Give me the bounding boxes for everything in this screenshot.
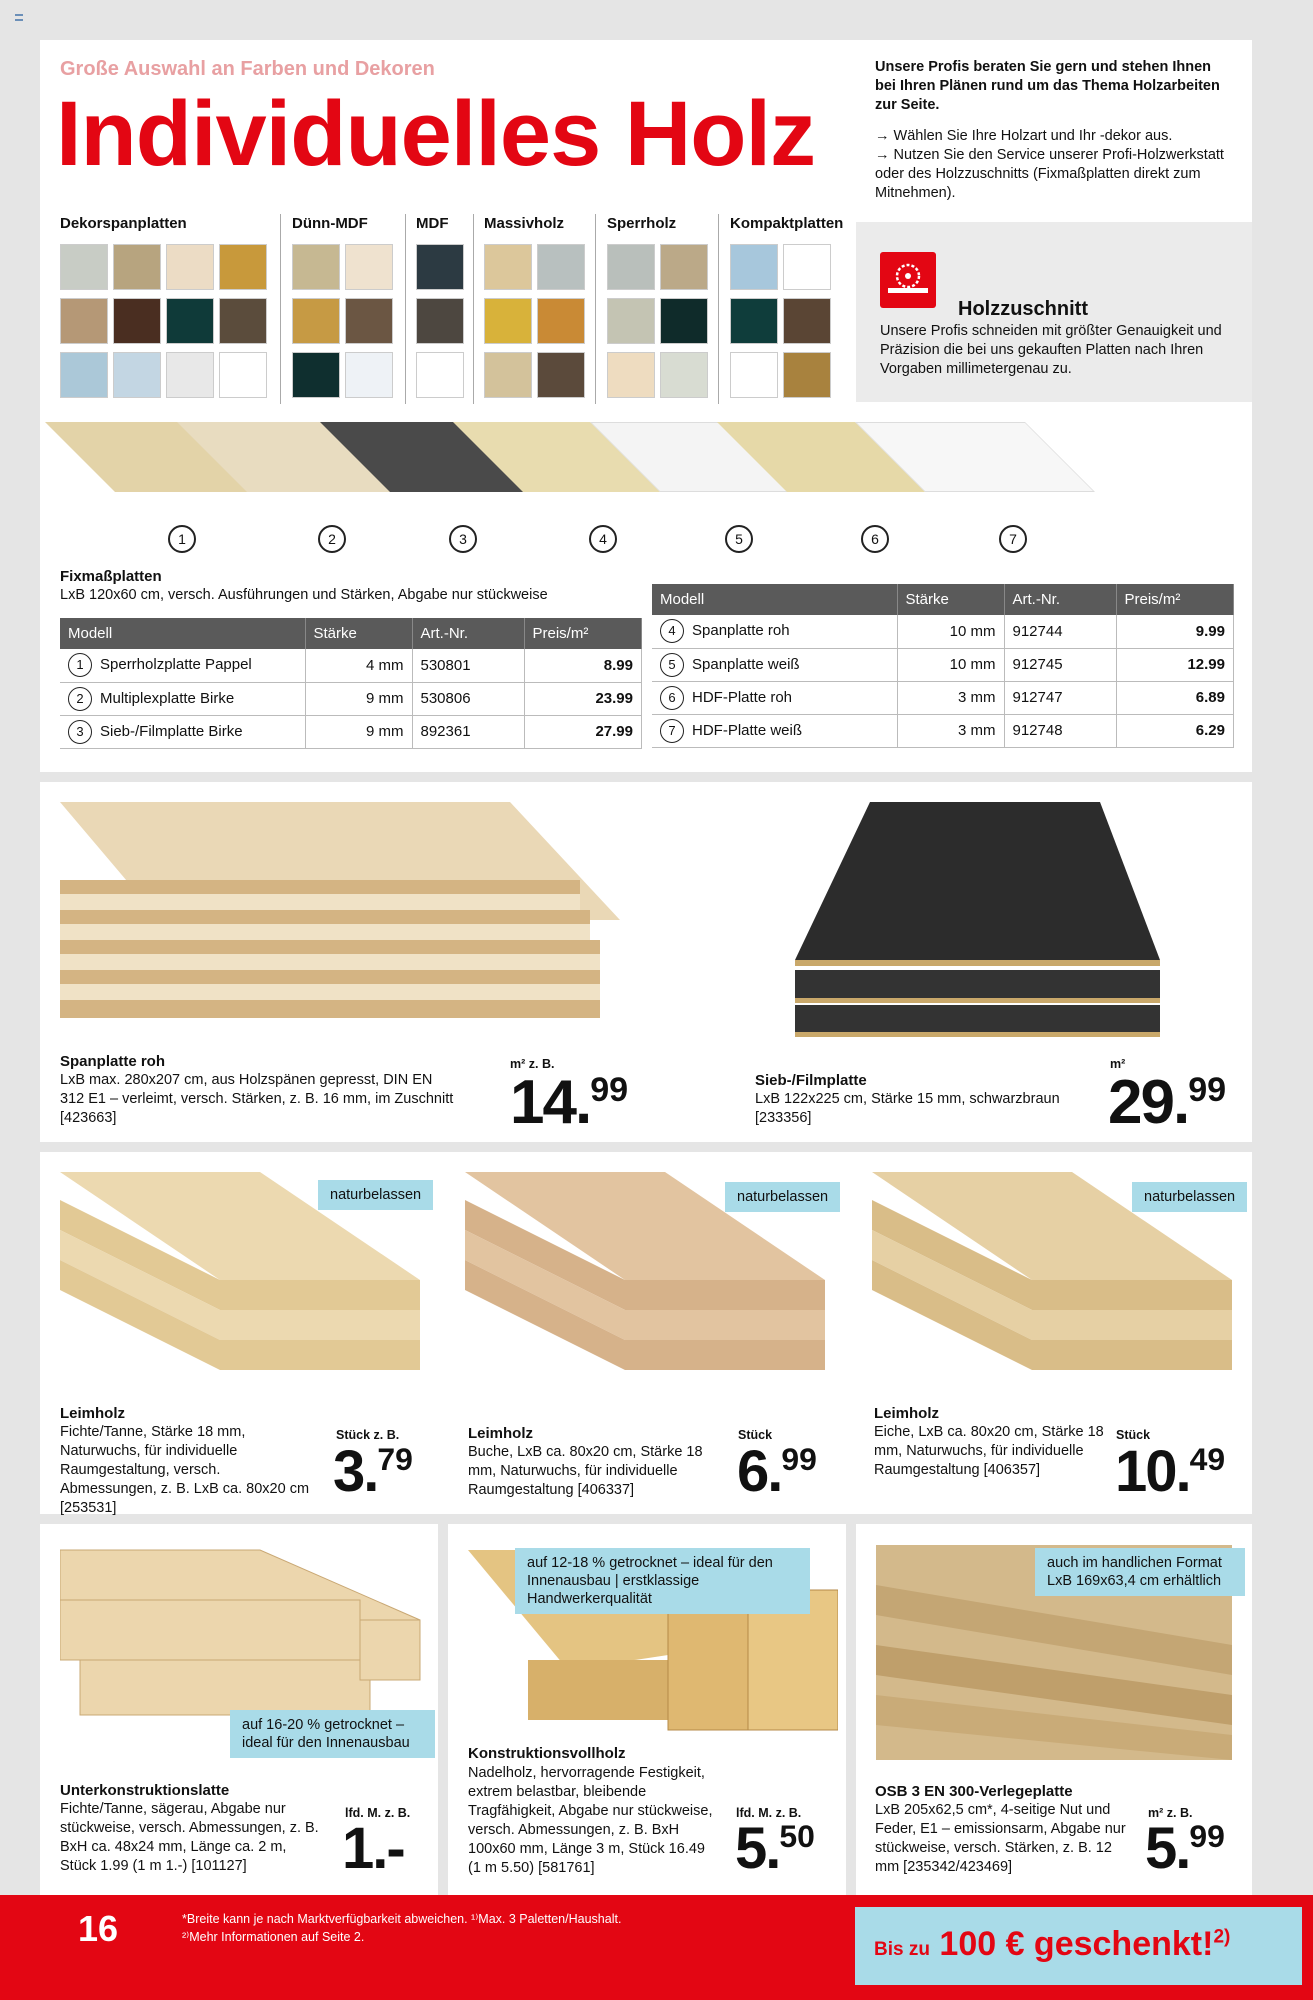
- category-duenn-mdf: Dünn-MDF: [292, 215, 368, 232]
- footnote: ²⁾Mehr Informationen auf Seite 2.: [182, 1930, 365, 1944]
- row-number: 2: [68, 687, 92, 711]
- product-price: [1108, 1068, 1227, 1137]
- naturbelassen-badge: naturbelassen: [318, 1180, 433, 1210]
- model-cell: [652, 615, 897, 648]
- category-massivholz: Massivholz: [484, 215, 565, 232]
- preis-cell: 27.99: [524, 715, 642, 748]
- artnr-cell: 912748: [1004, 714, 1116, 747]
- product-price: [342, 1816, 404, 1881]
- staerke-cell: 3 mm: [897, 714, 1004, 747]
- decor-swatch[interactable]: [166, 298, 214, 344]
- promo-prefix: Bis zu: [874, 1939, 930, 1960]
- staerke-cell: 9 mm: [305, 682, 412, 715]
- model-cell: [60, 682, 305, 715]
- product-description: Nadelholz, hervorragende Festigkeit, extrem belastbar, bleibende Tragfähigkeit, Abgabe nur stückweise, versch. Abmessungen, z. B. BxH 100x60 mm, Länge 3 m, Stück 16.49 (1 m 5.50) [581761]: [468, 1765, 713, 1876]
- product-description: LxB max. 280x207 cm, aus Holzspänen gepresst, DIN EN 312 E1 – verleimt, versch. Stärken, z. B. 16 mm, im Zuschnitt [423663]: [60, 1072, 454, 1126]
- price-cents: 49: [1189, 1440, 1226, 1477]
- fixmass-subtitle: LxB 120x60 cm, versch. Ausführungen und Stärken, Abgabe nur stückweise: [60, 587, 548, 603]
- decor-swatch[interactable]: [537, 298, 585, 344]
- decor-swatch[interactable]: [660, 352, 708, 398]
- model-cell: [60, 715, 305, 748]
- product-description: LxB 205x62,5 cm*, 4-seitige Nut und Feder, E1 – emissionsarm, Abgabe nur stückweise, versch. Stärken, z. B. 12 mm [235342/423469]: [875, 1802, 1126, 1875]
- price-main: 14.: [510, 1068, 591, 1137]
- decor-swatch[interactable]: [537, 244, 585, 290]
- preis-cell: 6.89: [1116, 681, 1234, 714]
- decor-swatch[interactable]: [607, 298, 655, 344]
- model-name: HDF-Platte weiß: [692, 721, 803, 739]
- saw-icon: [880, 252, 936, 308]
- decor-swatch[interactable]: [292, 298, 340, 344]
- preis-cell: 9.99: [1116, 615, 1234, 648]
- row-number: 1: [68, 653, 92, 677]
- naturbelassen-badge: naturbelassen: [1132, 1182, 1247, 1212]
- product-price: [737, 1439, 817, 1504]
- product-title: Spanplatte roh: [60, 1053, 166, 1070]
- fixmass-table-right: [652, 584, 1234, 748]
- preis-cell: 6.29: [1116, 714, 1234, 747]
- model-cell: [652, 648, 897, 681]
- decor-swatch[interactable]: [166, 244, 214, 290]
- decor-swatch[interactable]: [730, 244, 778, 290]
- holzzuschnitt-title: Holzzuschnitt: [958, 298, 1088, 320]
- category-mdf: MDF: [416, 215, 449, 232]
- artnr-cell: 530806: [412, 682, 524, 715]
- row-number: 4: [660, 619, 684, 643]
- decor-swatch[interactable]: [730, 298, 778, 344]
- decor-swatch[interactable]: [219, 244, 267, 290]
- decor-swatch[interactable]: [60, 352, 108, 398]
- board-number: 6: [861, 525, 889, 553]
- decor-swatch[interactable]: [783, 352, 831, 398]
- divider: [473, 214, 474, 404]
- artnr-cell: 912745: [1004, 648, 1116, 681]
- price-cents: 50: [779, 1817, 815, 1854]
- decor-swatch[interactable]: [219, 352, 267, 398]
- price-cents: 99: [781, 1440, 817, 1477]
- product-description: Eiche, LxB ca. 80x20 cm, Stärke 18 mm, Naturwuchs, für individuelle Raumgestaltung [406357]: [874, 1424, 1104, 1478]
- category-sperrholz: Sperrholz: [607, 215, 677, 232]
- artnr-cell: 912747: [1004, 681, 1116, 714]
- price-main: 10.: [1115, 1439, 1190, 1504]
- intro-bullet: → Nutzen Sie den Service unserer Profi-Holzwerkstatt oder des Holzzuschnitts (Fixmaßplatten direkt zum Mitnehmen).: [875, 147, 1224, 201]
- decor-swatch[interactable]: [60, 244, 108, 290]
- decor-swatch[interactable]: [607, 352, 655, 398]
- board-number: 2: [318, 525, 346, 553]
- row-number: 7: [660, 719, 684, 743]
- product-description: Fichte/Tanne, Stärke 18 mm, Naturwuchs, für individuelle Raumgestaltung, versch. Abmessungen, z. B. LxB ca. 80x20 cm [253531]: [60, 1424, 310, 1516]
- price-unit: Stück: [738, 1428, 773, 1442]
- decor-swatch[interactable]: [113, 244, 161, 290]
- staerke-cell: 10 mm: [897, 615, 1004, 648]
- board-number: 3: [449, 525, 477, 553]
- intro-bullet: → Wählen Sie Ihre Holzart und Ihr -dekor aus.: [875, 128, 1173, 144]
- model-name: Multiplexplatte Birke: [100, 689, 235, 707]
- product-price: [510, 1068, 629, 1137]
- dried-badge: auf 16-20 % getrocknet – ideal für den Innenausbau: [230, 1710, 435, 1758]
- product-title: Leimholz: [60, 1405, 126, 1422]
- promo-main: 100 € geschenkt!: [939, 1925, 1214, 1963]
- promo-footnote-ref: 2): [1213, 1926, 1231, 1948]
- board-number: 7: [999, 525, 1027, 553]
- divider: [718, 214, 719, 404]
- price-main: 6.: [737, 1439, 782, 1504]
- product-description: Buche, LxB ca. 80x20 cm, Stärke 18 mm, Naturwuchs, für individuelle Raumgestaltung [406337]: [468, 1444, 703, 1498]
- product-title: Sieb-/Filmplatte: [755, 1072, 867, 1089]
- model-name: Sperrholzplatte Pappel: [100, 656, 252, 674]
- decor-swatch[interactable]: [113, 352, 161, 398]
- staerke-cell: 3 mm: [897, 681, 1004, 714]
- price-main: 5.: [735, 1816, 780, 1881]
- table-row: [60, 649, 642, 682]
- page-number: 16: [78, 1908, 119, 1949]
- naturbelassen-badge: naturbelassen: [725, 1182, 840, 1212]
- board-number: 1: [168, 525, 196, 553]
- product-title: Leimholz: [874, 1405, 940, 1422]
- decor-swatch[interactable]: [60, 298, 108, 344]
- decor-swatch[interactable]: [484, 352, 532, 398]
- price-main: 29.: [1108, 1068, 1189, 1137]
- decor-swatch[interactable]: [166, 352, 214, 398]
- product-title: Konstruktionsvollholz: [468, 1745, 626, 1762]
- table-row: [60, 682, 642, 715]
- decor-swatch[interactable]: [730, 352, 778, 398]
- price-cents: 79: [377, 1440, 413, 1477]
- model-name: Sieb-/Filmplatte Birke: [100, 722, 243, 740]
- fixmass-table-left: [60, 618, 642, 749]
- decor-swatch[interactable]: [416, 352, 464, 398]
- price-main: 1.-: [342, 1816, 404, 1881]
- decor-swatch[interactable]: [345, 298, 393, 344]
- price-unit: m² z. B.: [510, 1057, 555, 1071]
- product-price: [1115, 1439, 1226, 1504]
- product-title: Unterkonstruktionslatte: [60, 1782, 230, 1799]
- siebfilm-image: [790, 800, 1170, 1040]
- price-cents: 99: [590, 1070, 629, 1109]
- product-title: OSB 3 EN 300-Verlegeplatte: [875, 1783, 1073, 1800]
- artnr-cell: 892361: [412, 715, 524, 748]
- model-cell: [60, 649, 305, 682]
- intro-paragraph: Unsere Profis beraten Sie gern und stehen Ihnen bei Ihren Plänen rund um das Thema Holzarbeiten zur Seite.: [875, 59, 1220, 113]
- menu-icon[interactable]: [15, 14, 23, 21]
- product-description: LxB 122x225 cm, Stärke 15 mm, schwarzbraun [233356]: [755, 1091, 1060, 1126]
- decor-swatch[interactable]: [292, 352, 340, 398]
- dried-badge: auf 12-18 % getrocknet – ideal für den Innenausbau | erstklassige Handwerkerqualität: [515, 1548, 810, 1614]
- column-header: Preis/m²: [524, 618, 642, 649]
- footnote: *Breite kann je nach Marktverfügbarkeit abweichen. ¹⁾Max. 3 Paletten/Haushalt.: [182, 1912, 622, 1926]
- page-title: Individuelles Holz: [56, 83, 816, 185]
- model-name: Spanplatte weiß: [692, 655, 800, 673]
- artnr-cell: 530801: [412, 649, 524, 682]
- product-price: [1145, 1816, 1225, 1881]
- decor-swatch[interactable]: [537, 352, 585, 398]
- divider: [280, 214, 281, 404]
- decor-swatch[interactable]: [783, 298, 831, 344]
- spanplatte-image: [60, 800, 630, 1040]
- decor-swatch[interactable]: [345, 244, 393, 290]
- table-row: [60, 715, 642, 748]
- decor-swatch[interactable]: [219, 298, 267, 344]
- holzzuschnitt-text: Unsere Profis schneiden mit größter Genauigkeit und Präzision die bei uns gekauften Platten nach Ihren Vorgaben millimetergenau zu.: [880, 323, 1222, 377]
- column-header: Stärke: [305, 618, 412, 649]
- row-number: 5: [660, 653, 684, 677]
- price-unit: m²: [1110, 1057, 1126, 1071]
- price-unit: lfd. M. z. B.: [345, 1806, 411, 1820]
- column-header: Preis/m²: [1116, 584, 1234, 615]
- board-number: 5: [725, 525, 753, 553]
- column-header: Modell: [652, 584, 897, 615]
- footnotes: [182, 1910, 621, 1946]
- price-main: 5.: [1145, 1816, 1190, 1881]
- category-dekorspanplatten: Dekorspanplatten: [60, 215, 187, 232]
- price-main: 3.: [333, 1439, 378, 1504]
- staerke-cell: 9 mm: [305, 715, 412, 748]
- category-kompaktplatten: Kompaktplatten: [730, 215, 844, 232]
- column-header: Art.-Nr.: [1004, 584, 1116, 615]
- decor-swatch[interactable]: [484, 244, 532, 290]
- decor-swatch[interactable]: [484, 298, 532, 344]
- decor-swatch[interactable]: [292, 244, 340, 290]
- product-price: [333, 1439, 413, 1504]
- price-unit: Stück: [1116, 1428, 1151, 1442]
- column-header: Stärke: [897, 584, 1004, 615]
- artnr-cell: 912744: [1004, 615, 1116, 648]
- table-row: [652, 615, 1234, 648]
- decor-swatch[interactable]: [416, 298, 464, 344]
- tagline: Große Auswahl an Farben und Dekoren: [60, 58, 435, 80]
- product-description: Fichte/Tanne, sägerau, Abgabe nur stückweise, versch. Abmessungen, z. B. BxH ca. 48x24 mm, Länge ca. 2 m, Stück 1.99 (1 m 1.-) [101127]: [60, 1801, 319, 1874]
- preis-cell: 23.99: [524, 682, 642, 715]
- preis-cell: 12.99: [1116, 648, 1234, 681]
- decor-swatch[interactable]: [660, 298, 708, 344]
- decor-swatch[interactable]: [783, 244, 831, 290]
- board-number: 4: [589, 525, 617, 553]
- product-title: Leimholz: [468, 1425, 534, 1442]
- price-cents: 99: [1188, 1070, 1227, 1109]
- price-cents: 99: [1189, 1817, 1225, 1854]
- intro-text: [875, 58, 1235, 203]
- decor-swatch[interactable]: [416, 244, 464, 290]
- table-row: [652, 648, 1234, 681]
- model-name: Spanplatte roh: [692, 622, 790, 640]
- model-name: HDF-Platte roh: [692, 688, 793, 706]
- staerke-cell: 4 mm: [305, 649, 412, 682]
- model-cell: [652, 714, 897, 747]
- divider: [405, 214, 406, 404]
- price-unit: m² z. B.: [1148, 1806, 1193, 1820]
- product-price: [735, 1816, 815, 1881]
- format-badge: auch im handlichen Format LxB 169x63,4 cm erhältlich: [1035, 1548, 1245, 1596]
- decor-swatch[interactable]: [607, 244, 655, 290]
- price-unit: Stück z. B.: [336, 1428, 400, 1442]
- decor-swatch[interactable]: [345, 352, 393, 398]
- table-row: [652, 681, 1234, 714]
- price-unit: lfd. M. z. B.: [736, 1806, 802, 1820]
- column-header: Art.-Nr.: [412, 618, 524, 649]
- decor-swatch[interactable]: [113, 298, 161, 344]
- staerke-cell: 10 mm: [897, 648, 1004, 681]
- table-row: [652, 714, 1234, 747]
- divider: [595, 214, 596, 404]
- preis-cell: 8.99: [524, 649, 642, 682]
- model-cell: [652, 681, 897, 714]
- row-number: 6: [660, 686, 684, 710]
- promo-text[interactable]: [874, 1925, 1230, 1964]
- fixmass-title: Fixmaßplatten: [60, 568, 162, 585]
- decor-swatch[interactable]: [660, 244, 708, 290]
- column-header: Modell: [60, 618, 305, 649]
- row-number: 3: [68, 720, 92, 744]
